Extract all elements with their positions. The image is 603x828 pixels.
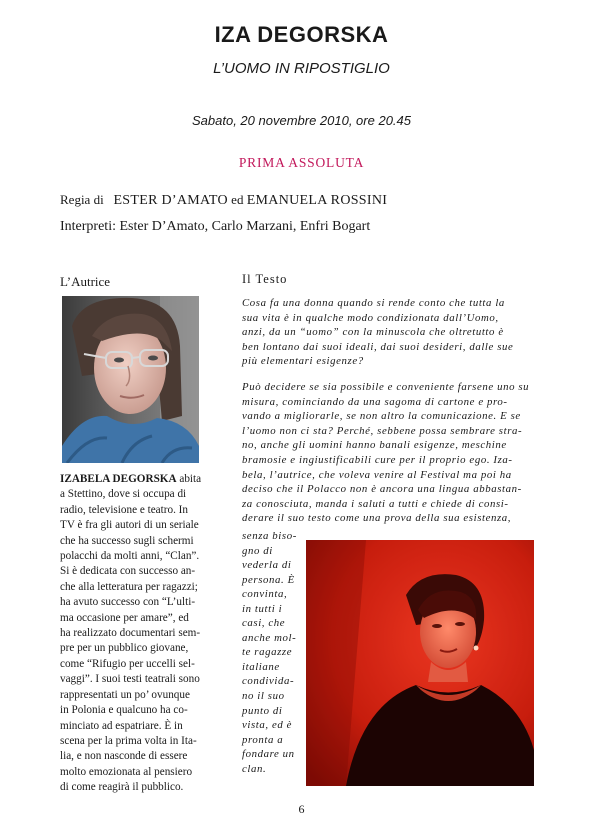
bio-line: di come reagirà il pubblico.: [60, 781, 184, 794]
author-bio: [60, 472, 210, 796]
testo-line: più elementari esigenze?: [242, 355, 364, 368]
bio-line: molto emozionata al pensiero: [60, 765, 193, 778]
performance-date: Sabato, 20 novembre 2010, ore 20.45: [192, 113, 411, 128]
director-name-1: ESTER D’AMATO: [113, 193, 228, 208]
bio-line: scena per la prima volta in Ita-: [60, 734, 197, 747]
testo-line: in tutti i: [242, 602, 283, 615]
testo-line: deciso che il Polacco non è ancora una lingua abbastan-: [242, 483, 522, 496]
testo-line: gno di: [242, 544, 273, 557]
testo-line: ben lontano dai suoi ideali, dai suoi desideri, dalle sue: [242, 340, 514, 353]
bio-line: Si è dedicata con successo an-: [60, 565, 196, 578]
bio-line: ha avuto successo con “L’ulti-: [60, 596, 196, 609]
testo-paragraph-2: [242, 380, 529, 526]
bio-first-rest: abita: [176, 473, 202, 485]
testo-line: no, anche gli uomini hanno banali esigenze, meschine: [242, 439, 507, 452]
bio-line: rappresentati un po’ ovunque: [60, 688, 190, 701]
bio-line: TV è fra gli autori di un seriale: [60, 519, 199, 532]
bio-name: IZABELA DEGORSKA: [60, 473, 177, 485]
testo-heading: Il Testo: [242, 272, 288, 286]
bio-line: radio, televisione e teatro. In: [60, 503, 188, 516]
testo-line: anche mol-: [242, 631, 297, 644]
bio-line: [60, 472, 210, 487]
testo-line: misura, cominciando da una sagoma di cartone e pro-: [242, 395, 508, 408]
testo-line: convinta,: [242, 588, 288, 601]
testo-line: bramosie e ingiustificabili cure per il proprio ego. Iza-: [242, 453, 513, 466]
director-name-2: EMANUELA ROSSINI: [246, 193, 388, 208]
testo-line: italiane: [242, 660, 280, 673]
bio-line: lia, e non nasconde di essere: [60, 750, 188, 763]
page-number: 6: [298, 802, 305, 816]
bio-line: ha realizzato documentari sem-: [60, 627, 201, 640]
testo-line: vista, ed è: [242, 719, 293, 732]
premiere-label: PRIMA ASSOLUTA: [238, 155, 365, 170]
director-credit: [60, 192, 387, 209]
testo-line: sua vita è in qualche modo condizionata dall’Uomo,: [242, 311, 499, 324]
testo-line: l’uomo non ci sta? Perché, sebbene possa sembrare stra-: [242, 424, 523, 437]
regia-label: Regia di: [60, 192, 104, 207]
testo-line: condivida-: [242, 675, 295, 688]
bio-line: pre per un pubblico giovane,: [60, 642, 189, 655]
testo-line: za conosciuta, manda i saluti a tutti e chiede di consi-: [242, 497, 509, 510]
testo-line: anzi, da un “uomo” con la minuscola che oltretutto è: [242, 326, 504, 339]
testo-narrow-column: [242, 529, 297, 776]
author-photo: [62, 296, 199, 463]
testo-line: fondare un: [242, 748, 295, 761]
bio-line: a Stettino, dove si occupa di: [60, 488, 187, 501]
testo-line: casi, che: [242, 617, 286, 630]
testo-line: persona. È: [242, 573, 295, 586]
bio-line: minciato ad espatriare. È in: [60, 719, 183, 732]
testo-line: punto di: [242, 704, 283, 717]
testo-line: Cosa fa una donna quando si rende conto che tutta la: [242, 297, 505, 309]
bio-line: vaggi”. I suoi testi teatrali sono: [60, 673, 200, 686]
cast-credit: Interpreti: Ester D’Amato, Carlo Marzani, Enfri Bogart: [60, 219, 371, 234]
bio-line: come “Rifugio per uccelli sel-: [60, 657, 195, 670]
testo-line: clan.: [242, 762, 267, 775]
bio-line: ma occasione per amare”, ed: [60, 611, 189, 624]
testo-line: pronta a: [242, 733, 284, 746]
bio-line: che ha successo sugli schermi: [60, 534, 194, 547]
testo-line: senza biso-: [242, 530, 297, 542]
autrice-heading: L’Autrice: [60, 274, 111, 289]
testo-line: derare il suo testo come una prova della sua esistenza,: [242, 512, 512, 525]
testo-line: no il suo: [242, 690, 285, 703]
regia-joiner: ed: [231, 192, 244, 207]
testo-line: vando a migliorarle, se non altro la comunicazione. E se: [242, 410, 521, 423]
testo-line: vederla di: [242, 559, 292, 572]
author-name: IZA DEGORSKA: [214, 22, 389, 47]
testo-line: bela, l’autrice, che voleva venire al Festival ma poi ha: [242, 468, 512, 481]
bio-line: in Polonia e qualcuno ha co-: [60, 704, 188, 717]
play-title: L’UOMO IN RIPOSTIGLIO: [213, 60, 390, 77]
testo-paragraph-1: [242, 296, 513, 369]
bio-line: che alla letteratura per ragazzi;: [60, 580, 198, 593]
testo-line: te ragazze: [242, 646, 293, 659]
bio-line: polacchi da molti anni, “Clan”.: [60, 550, 200, 563]
testo-line: Può decidere se sia possibile e conveniente farsene uno su: [242, 381, 530, 393]
stage-photo: [306, 540, 534, 786]
